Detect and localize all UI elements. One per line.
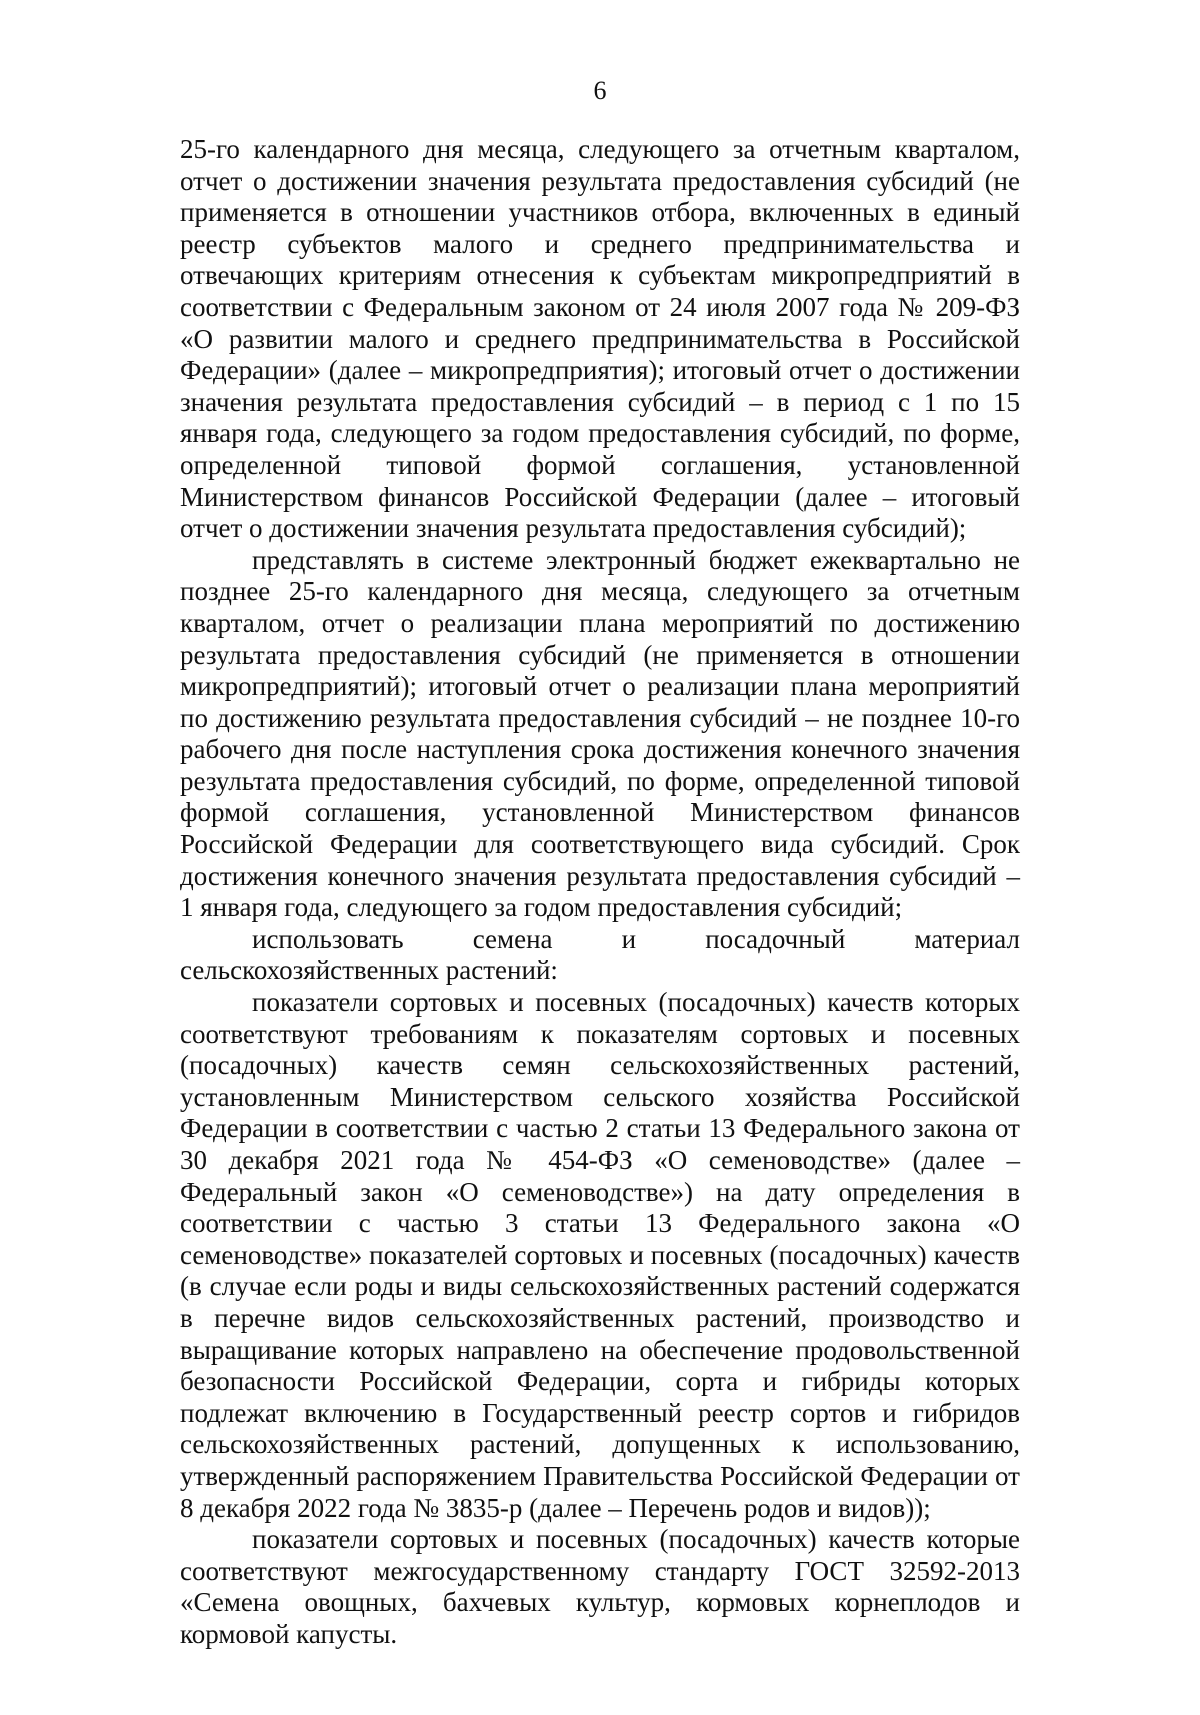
paragraph-4: показатели сортовых и посевных (посадочных) качеств которых соответствуют требованиям к показателям сортовых и посевных (посадочных) качеств семян сельскохозяйственных растений, установленным Министерством сельского хозяйства Российской Федерации в соответствии с частью 2 статьи 13 Федерального закона от 30 декабря 2021 года № 454-ФЗ «О семеноводстве» (далее – Федеральный закон «О семеноводстве») на дату определения в соответствии с частью 3 статьи 13 Федерального закона «О семеноводстве» показателей сортовых и посевных (посадочных) качеств (в случае если роды и виды сельскохозяйственных растений содержатся в перечне видов сельскохозяйственных растений, производство и выращивание которых направлено на обеспечение продовольственной безопасности Российской Федерации, сорта и гибриды которых подлежат включению в Государственный реестр сортов и гибридов сельскохозяйственных растений, допущенных к использованию, утвержденный распоряжением Правительства Российской Федерации от 8 декабря 2022 года № 3835-р (далее – Перечень родов и видов)); — [180, 987, 1020, 1523]
paragraph-3: использовать семена и посадочный материал сельскохозяйственных растений: — [180, 923, 1020, 986]
paragraph-1: 25-го календарного дня месяца, следующего за отчетным кварталом, отчет о достижении значения результата предоставления субсидий (не применяется в отношении участников отбора, включенных в единый реестр субъектов малого и среднего предпринимательства и отвечающих критериям отнесения к субъектам микропредприятий в соответствии с Федеральным законом от 24 июля 2007 года № 209-ФЗ «О развитии малого и среднего предпринимательства в Российской Федерации» (далее – микропредприятия); итоговый отчет о достижении значения результата предоставления субсидий – в период с 1 по 15 января года, следующего за годом предоставления субсидий, по форме, определенной типовой формой соглашения, установленной Министерством финансов Российской Федерации (далее – итоговый отчет о достижении значения результата предоставления субсидий); — [180, 134, 1020, 544]
paragraph-2: представлять в системе электронный бюджет ежеквартально не позднее 25-го календарного дня месяца, следующего за отчетным кварталом, отчет о реализации плана мероприятий по достижению результата предоставления субсидий (не применяется в отношении микропредприятий); итоговый отчет о реализации плана мероприятий по достижению результата предоставления субсидий – не позднее 10-го рабочего дня после наступления срока достижения конечного значения результата предоставления субсидий, по форме, определенной типовой формой соглашения, установленной Министерством финансов Российской Федерации для соответствующего вида субсидий. Срок достижения конечного значения результата предоставления субсидий – 1 января года, следующего за годом предоставления субсидий; — [180, 544, 1020, 923]
paragraph-5: показатели сортовых и посевных (посадочных) качеств которые соответствуют межгосударственному стандарту ГОСТ 32592-2013 «Семена овощных, бахчевых культур, кормовых корнеплодов и кормовой капусты. — [180, 1524, 1020, 1649]
document-body — [180, 134, 1020, 1651]
page-number: 6 — [593, 76, 607, 105]
